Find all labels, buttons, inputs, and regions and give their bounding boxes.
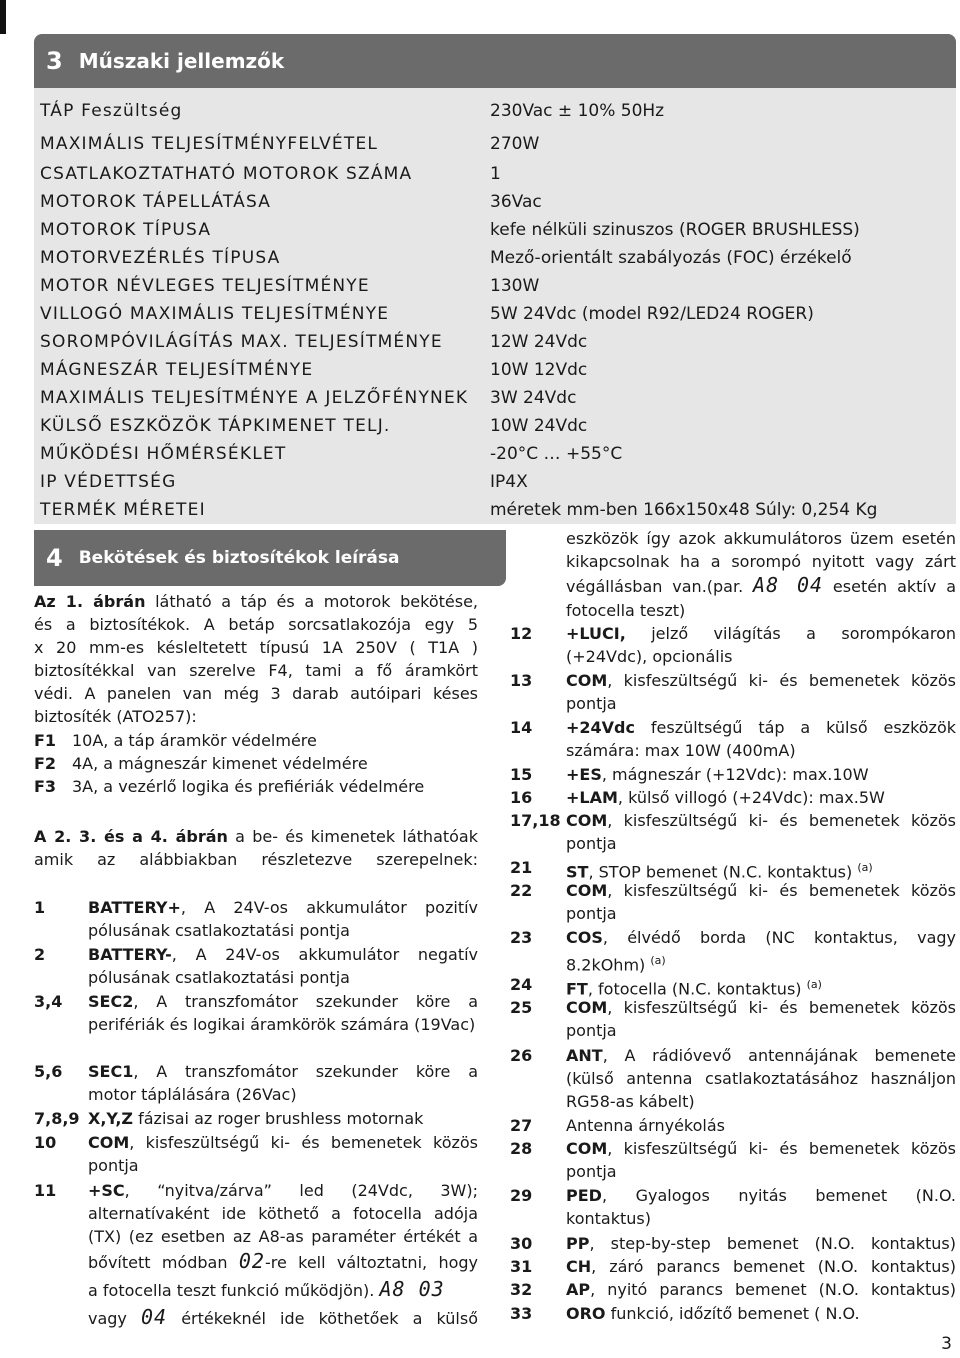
- spec-label: TERMÉK MÉRETEI: [40, 500, 206, 520]
- corner-mark: [0, 0, 6, 34]
- spec-value: kefe nélküli szinuszos (ROGER BRUSHLESS): [490, 220, 860, 240]
- text: végállásban van.(par.: [566, 577, 754, 596]
- terminal-number: 10: [34, 1133, 57, 1152]
- text-line: és a biztosítékok. A betáp sorcsatlakozója egy 5: [34, 615, 478, 634]
- terminal-desc: perifériák és logikai áramkörök számára (19Vac): [88, 1015, 476, 1034]
- terminal-number: 17,18: [510, 811, 561, 830]
- spec-row: [40, 164, 950, 190]
- terminal-desc: , A 24V-os akkumulátor pozitív: [180, 898, 478, 917]
- terminal-desc: feszültségű táp a külső eszközök: [635, 718, 956, 737]
- segment-display-value: 04: [141, 1305, 168, 1329]
- fuse-f1: [34, 731, 317, 754]
- terminal-desc: , STOP bemenet (N.C. kontaktus): [588, 862, 858, 882]
- terminal-desc: , nyitó parancs bemenet (N.O. kontaktus): [590, 1280, 956, 1299]
- spec-row: [40, 220, 950, 246]
- terminal-desc: pontja: [88, 1156, 139, 1175]
- terminal-name: PP: [566, 1234, 590, 1253]
- terminal-number: 27: [510, 1116, 533, 1135]
- figure-ref: Az 1. ábrán: [34, 592, 146, 611]
- spec-row: [40, 388, 950, 414]
- terminal-number: 26: [510, 1046, 533, 1065]
- spec-value: 5W 24Vdc (model R92/LED24 ROGER): [490, 304, 814, 324]
- terminal-name: COM: [566, 998, 608, 1017]
- terminal-desc: , kisfeszültségű ki- és bemenetek közös: [607, 671, 956, 690]
- terminal-number: 3,4: [34, 992, 63, 1011]
- spec-value: 3W 24Vdc: [490, 388, 577, 408]
- spec-label: SOROMPÓVILÁGÍTÁS MAX. TELJESÍTMÉNYE: [40, 332, 443, 352]
- terminal-number: 1: [34, 898, 46, 917]
- terminal-desc: fázisai az roger brushless motornak: [133, 1109, 424, 1128]
- spec-row: [40, 192, 950, 218]
- text: a be- és kimenetek láthatóak: [227, 827, 479, 846]
- terminal-name: AP: [566, 1280, 591, 1299]
- section-title: Bekötések és biztosítékok leírása: [78, 548, 400, 568]
- text-line: biztosíték (ATO257):: [34, 707, 197, 726]
- terminal-desc: , “nyitva/zárva” led (24Vdc, 3W);: [124, 1181, 478, 1200]
- terminal-desc: pontja: [566, 904, 617, 923]
- fuse-code: F3: [34, 777, 57, 796]
- text-line: x 20 mm-es késleltetett típusú 1A 250V ( T1A ): [34, 638, 478, 657]
- terminal-number: 25: [510, 998, 533, 1017]
- terminal-desc: pólusának csatlakoztatási pontja: [88, 921, 350, 940]
- terminal-name: +LUCI,: [566, 624, 626, 643]
- terminal-number: 15: [510, 765, 533, 784]
- spec-label: MOTOROK TÁPELLÁTÁSA: [40, 192, 272, 212]
- terminal-number: 7,8,9: [34, 1109, 80, 1128]
- terminal-name: +24Vdc: [566, 718, 635, 737]
- terminal-number: 11: [34, 1181, 57, 1200]
- terminal-name: +ES: [566, 765, 602, 784]
- terminal-name: ORO: [566, 1304, 606, 1323]
- text-line: [34, 825, 478, 848]
- spec-row: [40, 248, 950, 274]
- text-line: [88, 1276, 478, 1304]
- segment-display-value: A8 03: [379, 1277, 445, 1301]
- terminal-desc: pontja: [566, 1162, 617, 1181]
- terminal-name: COM: [566, 671, 608, 690]
- terminal-name: +LAM: [566, 788, 618, 807]
- terminal-number: 16: [510, 788, 533, 807]
- terminal-desc: jelző világítás a sorompókaron: [625, 624, 956, 643]
- terminal-desc: motor táplálására (26Vac): [88, 1085, 297, 1104]
- terminal-desc: Antenna árnyékolás: [566, 1116, 725, 1135]
- spec-value: -20°C … +55°C: [490, 444, 623, 464]
- terminal-name: SEC2: [88, 992, 134, 1011]
- spec-label: IP VÉDETTSÉG: [40, 472, 177, 492]
- spec-value: 130W: [490, 276, 540, 296]
- terminal-name: COM: [566, 881, 608, 900]
- text: látható a táp és a motorok bekötése,: [145, 592, 479, 611]
- text-line: [566, 573, 956, 599]
- spec-label: KÜLSŐ ESZKÖZÖK TÁPKIMENET TELJ.: [40, 416, 391, 436]
- section-number: 3: [46, 47, 63, 75]
- spec-value: 12W 24Vdc: [490, 332, 588, 352]
- terminal-number: 2: [34, 945, 46, 964]
- terminal-number: 28: [510, 1139, 533, 1158]
- terminal-desc: , kisfeszültségű ki- és bemenetek közös: [607, 1139, 956, 1158]
- fuse-text: 3A, a vezérlő logika és prefiériák védelmére: [72, 777, 425, 796]
- text-line: kikapcsolnak ha a sorompó nyitott vagy zárt: [566, 552, 956, 571]
- segment-display-value: 02: [238, 1249, 265, 1273]
- spec-value: Mező-orientált szabályozás (FOC) érzékelő: [490, 248, 852, 268]
- terminal-desc: , A rádióvevő antennájának bemenete: [602, 1046, 956, 1065]
- terminal-number: 29: [510, 1186, 533, 1205]
- terminal-name: COS: [566, 928, 603, 947]
- text-line: biztosítékkal van szerelve F4, tami a fő áramkört: [34, 661, 478, 680]
- spec-label: MÁGNESZÁR TELJESÍTMÉNYE: [40, 360, 314, 380]
- spec-row: [40, 332, 950, 358]
- terminal-desc: , mágneszár (+12Vdc): max.10W: [601, 765, 869, 784]
- terminal-desc: , kisfeszültségű ki- és bemenetek közös: [129, 1133, 478, 1152]
- spec-label: VILLOGÓ MAXIMÁLIS TELJESÍTMÉNYE: [40, 304, 390, 324]
- text-line: [88, 1248, 478, 1276]
- spec-value: 10W 12Vdc: [490, 360, 588, 380]
- spec-label: MAXIMÁLIS TELJESÍTMÉNYE A JELZŐFÉNYNEK: [40, 388, 469, 408]
- terminal-name: CH: [566, 1257, 592, 1276]
- terminal-desc: , fotocella (N.C. kontaktus): [587, 979, 807, 999]
- terminal-number: 32: [510, 1280, 533, 1299]
- terminal-desc: , záró parancs bemenet (N.O. kontaktus): [591, 1257, 956, 1276]
- terminal-desc: pólusának csatlakoztatási pontja: [88, 968, 350, 987]
- terminal-number: 5,6: [34, 1062, 63, 1081]
- page-number: 3: [941, 1334, 952, 1354]
- spec-value: IP4X: [490, 472, 528, 492]
- spec-row: [40, 101, 950, 127]
- fuse-code: F2: [34, 754, 57, 773]
- spec-row: [40, 134, 950, 160]
- text-line: eszközök így azok akkumulátoros üzem esetén: [566, 529, 956, 548]
- terminal-number: 24: [510, 975, 533, 994]
- terminal-name: X,Y,Z: [88, 1109, 134, 1128]
- spec-row: [40, 444, 950, 470]
- terminal-desc: , kisfeszültségű ki- és bemenetek közös: [607, 881, 956, 900]
- spec-value: 36Vac: [490, 192, 542, 212]
- section-3-header: [34, 34, 956, 88]
- figure-ref: A 2. 3. és a 4. ábrán: [34, 827, 228, 846]
- fuse-code: F1: [34, 731, 57, 750]
- terminal-desc: -re kell változtatni, hogy: [264, 1253, 478, 1272]
- terminal-desc: kontaktus): [566, 1209, 651, 1228]
- terminal-name: FT: [566, 979, 588, 999]
- spec-row: [40, 304, 950, 330]
- fuse-f2: [34, 754, 368, 777]
- terminal-name: BATTERY-: [88, 945, 172, 964]
- terminal-desc: , A transzfomátor szekunder köre a: [133, 1062, 478, 1081]
- terminal-number: 31: [510, 1257, 533, 1276]
- spec-label: MOTOROK TÍPUSA: [40, 220, 212, 240]
- spec-value: méretek mm-ben 166x150x48 Súly: 0,254 Kg: [490, 500, 878, 520]
- terminal-desc: értékeknél ide köthetőek a külső: [167, 1309, 478, 1328]
- text-line: fotocella teszt): [566, 601, 686, 620]
- terminal-desc: , step-by-step bemenet (N.O. kontaktus): [589, 1234, 956, 1253]
- spec-row: [40, 360, 950, 386]
- terminal-desc: vagy: [88, 1309, 141, 1328]
- spec-value: 270W: [490, 134, 540, 154]
- terminal-desc: , kisfeszültségű ki- és bemenetek közös: [607, 811, 956, 830]
- terminal-desc: , élvédő borda (NC kontaktus, vagy: [602, 928, 956, 947]
- spec-row: [40, 500, 950, 526]
- footnote-marker: (a): [806, 978, 822, 991]
- text-line: [88, 1304, 478, 1332]
- section-title: Műszaki jellemzők: [78, 49, 285, 73]
- fuse-f3: [34, 777, 424, 800]
- terminal-desc: (külső antenna csatlakoztatásához használjon RG58-as kábelt): [566, 1069, 956, 1111]
- terminal-desc: a fotocella teszt funkció működjön).: [88, 1281, 380, 1300]
- terminal-number: 23: [510, 928, 533, 947]
- text-line: amik az alábbiakban részletezve szerepelnek:: [34, 850, 478, 869]
- terminal-desc: (+24Vdc), opcionális: [566, 647, 733, 666]
- spec-label: CSATLAKOZTATHATÓ MOTOROK SZÁMA: [40, 164, 413, 184]
- terminal-name: COM: [566, 811, 608, 830]
- section-4-header: [34, 530, 506, 586]
- terminal-number: 33: [510, 1304, 533, 1323]
- terminal-name: PED: [566, 1186, 602, 1205]
- item-11-continuation: [566, 527, 956, 622]
- terminal-desc: , Gyalogos nyitás bemenet (N.O.: [601, 1186, 956, 1205]
- intro-paragraph-1: [34, 590, 478, 728]
- spec-label: MOTORVEZÉRLÉS TÍPUSA: [40, 248, 281, 268]
- terminal-desc: 8.2kOhm): [566, 955, 651, 975]
- terminal-name: ST: [566, 862, 589, 882]
- spec-value: 230Vac ± 10% 50Hz: [490, 101, 665, 121]
- terminal-desc: pontja: [566, 694, 617, 713]
- terminal-desc: , A transzfomátor szekunder köre a: [133, 992, 478, 1011]
- terminal-number: 30: [510, 1234, 533, 1253]
- footnote-marker: (a): [650, 954, 666, 967]
- spec-label: TÁP Feszültség: [40, 101, 183, 121]
- text-line: [34, 590, 478, 613]
- spec-row: [40, 276, 950, 302]
- section-number: 4: [46, 544, 63, 572]
- intro-paragraph-2: [34, 825, 478, 871]
- terminal-number: 22: [510, 881, 533, 900]
- spec-row: [40, 416, 950, 442]
- segment-display-value: A8 04: [753, 573, 824, 597]
- terminal-number: 12: [510, 624, 533, 643]
- fuse-text: 10A, a táp áramkör védelmére: [72, 731, 317, 750]
- footnote-marker: (a): [857, 861, 873, 874]
- spec-label: MAXIMÁLIS TELJESÍTMÉNYFELVÉTEL: [40, 134, 379, 154]
- spec-label: MŰKÖDÉSI HŐMÉRSÉKLET: [40, 444, 287, 464]
- terminal-number: 21: [510, 858, 533, 877]
- text-line: védi. A panelen van még 3 darab autóipari késes: [34, 684, 478, 703]
- terminal-desc: , külső villogó (+24Vdc): max.5W: [617, 788, 885, 807]
- terminal-number: 13: [510, 671, 533, 690]
- spec-row: [40, 472, 950, 498]
- spec-label: MOTOR NÉVLEGES TELJESÍTMÉNYE: [40, 276, 370, 296]
- terminal-name: SEC1: [88, 1062, 134, 1081]
- terminal-desc: , A 24V-os akkumulátor negatív: [171, 945, 478, 964]
- spec-value: 10W 24Vdc: [490, 416, 588, 436]
- terminal-desc: alternatívaként ide köthető a fotocella adója: [88, 1204, 478, 1223]
- terminal-name: COM: [88, 1133, 130, 1152]
- terminal-desc: funkció, időzítő bemenet ( N.O.: [605, 1304, 860, 1323]
- terminal-name: COM: [566, 1139, 608, 1158]
- terminal-desc: pontja: [566, 1021, 617, 1040]
- terminal-desc: bővített módban: [88, 1253, 239, 1272]
- text: esetén aktív a: [823, 577, 956, 596]
- terminal-desc: pontja: [566, 834, 617, 853]
- spec-value: 1: [490, 164, 501, 184]
- terminal-name: BATTERY+: [88, 898, 181, 917]
- terminal-desc: (TX) (ez esetben az A8-as paraméter értékét a: [88, 1227, 478, 1246]
- terminal-desc: , kisfeszültségű ki- és bemenetek közös: [607, 998, 956, 1017]
- terminal-name: +SC: [88, 1181, 125, 1200]
- terminal-desc: számára: max 10W (400mA): [566, 741, 796, 760]
- fuse-text: 4A, a mágneszár kimenet védelmére: [72, 754, 368, 773]
- terminal-name: ANT: [566, 1046, 603, 1065]
- terminal-number: 14: [510, 718, 533, 737]
